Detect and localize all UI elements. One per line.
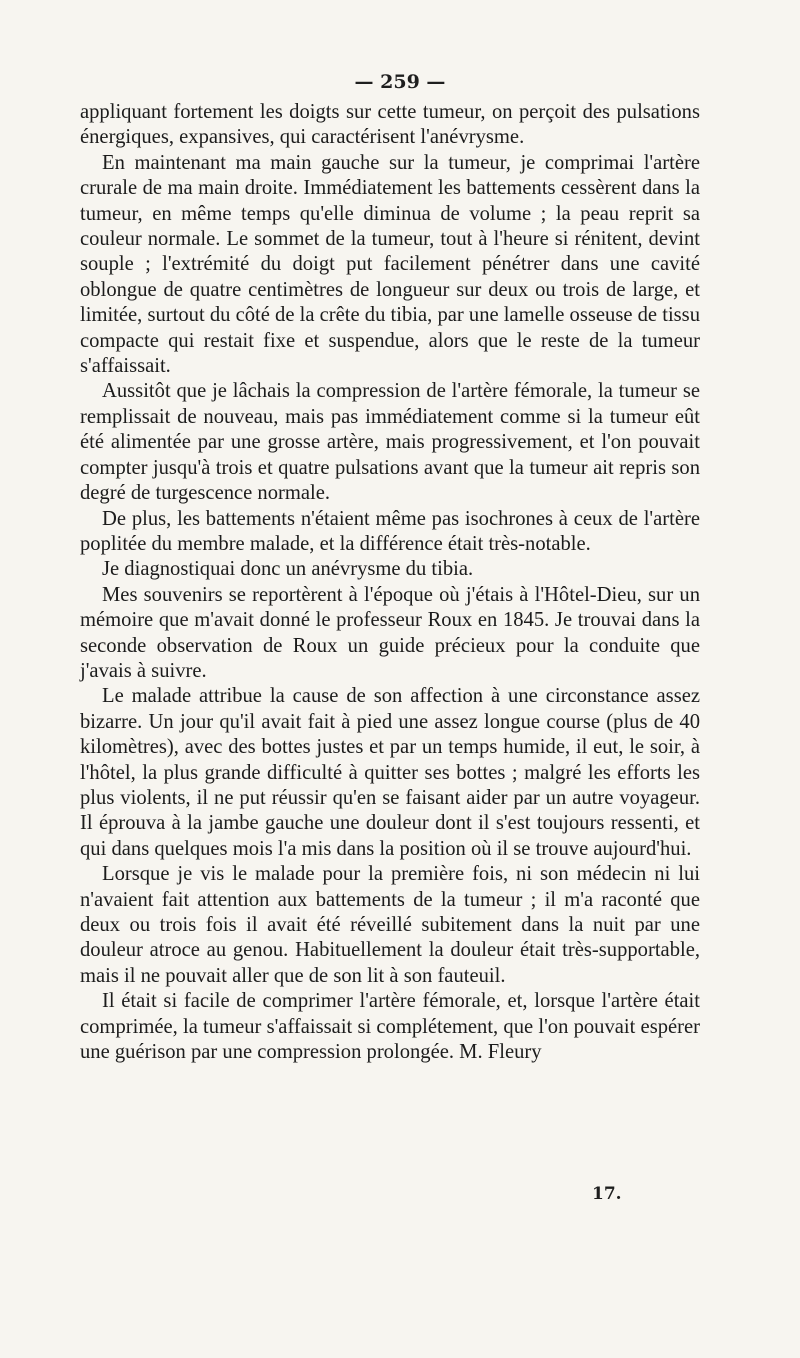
paragraph: Aussitôt que je lâchais la compression de l'artère fémorale, la tumeur se remplissait de nouveau, mais pas immédiatement comme si la tumeur eût été alimentée par une grosse artère, mais progressivement, et l'on pouvait compter jusqu'à trois et quatre pulsations avant que la tumeur ait repris son degré de turgescence normale. [80,380,700,505]
paragraph: appliquant fortement les doigts sur cette tumeur, on perçoit des pulsations énergiques, expansives, qui caractérisent l'anévrysme. [80,101,700,149]
paragraph: Lorsque je vis le malade pour la première fois, ni son médecin ni lui n'avaient fait attention aux battements de la tumeur ; il m'a raconté que deux ou trois fois il avait été réveillé subitement dans la nuit par une douleur atroce au genou. Habituellement la douleur était très-supportable, mais il ne pouvait aller que de son lit à son fauteuil. [80,863,700,987]
body-text [80,100,700,1065]
paragraph: De plus, les battements n'étaient même pas isochrones à ceux de l'artère poplitée du membre malade, et la différence était très-notable. [80,507,700,555]
paragraph: En maintenant ma main gauche sur la tumeur, je comprimai l'artère crurale de ma main droite. Immédiatement les battements cessèrent dans la tumeur, en même temps qu'elle diminua de volume ; la peau reprit sa couleur normale. Le sommet de la tumeur, tout à l'heure si rénitent, devint souple ; l'extrémité du doigt put facilement pénétrer dans une cavité oblongue de quatre centimètres de longueur sur deux ou trois de large, et limitée, surtout du côté de la crête du tibia, par une lamelle osseuse de tissu compacte qui restait fixe et suspendue, alors que le reste de la tumeur s'affaissait. [80,151,700,378]
paragraph: Le malade attribue la cause de son affection à une circonstance assez bizarre. Un jour qu'il avait fait à pied une assez longue course (plus de 40 kilomètres), avec des bottes justes et par un temps humide, il eut, le soir, à l'hôtel, la plus grande difficulté à quitter ses bottes ; malgré les efforts les plus violents, il ne put réussir qu'en se faisant aider par un autre voyageur. Il éprouva à la jambe gauche une douleur dont il s'est toujours ressenti, et qui dans quelques mois l'a mis dans la position où il se trouve aujourd'hui. [80,685,700,860]
paragraph: Je diagnostiquai donc un anévrysme du tibia. [102,558,474,581]
paragraph: Mes souvenirs se reportèrent à l'époque où j'étais à l'Hôtel-Dieu, sur un mémoire que m'avait donné le professeur Roux en 1845. Je trouvai dans la seconde observation de Roux un guide précieux pour la conduite que j'avais à suivre. [80,583,700,682]
paragraph: Il était si facile de comprimer l'artère fémorale, et, lorsque l'artère était comprimée, la tumeur s'affaissait si complétement, que l'on pouvait espérer une guérison par une compression prolongée. M. Fleury [80,990,700,1064]
signature-mark: 17. [592,1184,622,1204]
page-number: — 259 — [354,71,446,93]
